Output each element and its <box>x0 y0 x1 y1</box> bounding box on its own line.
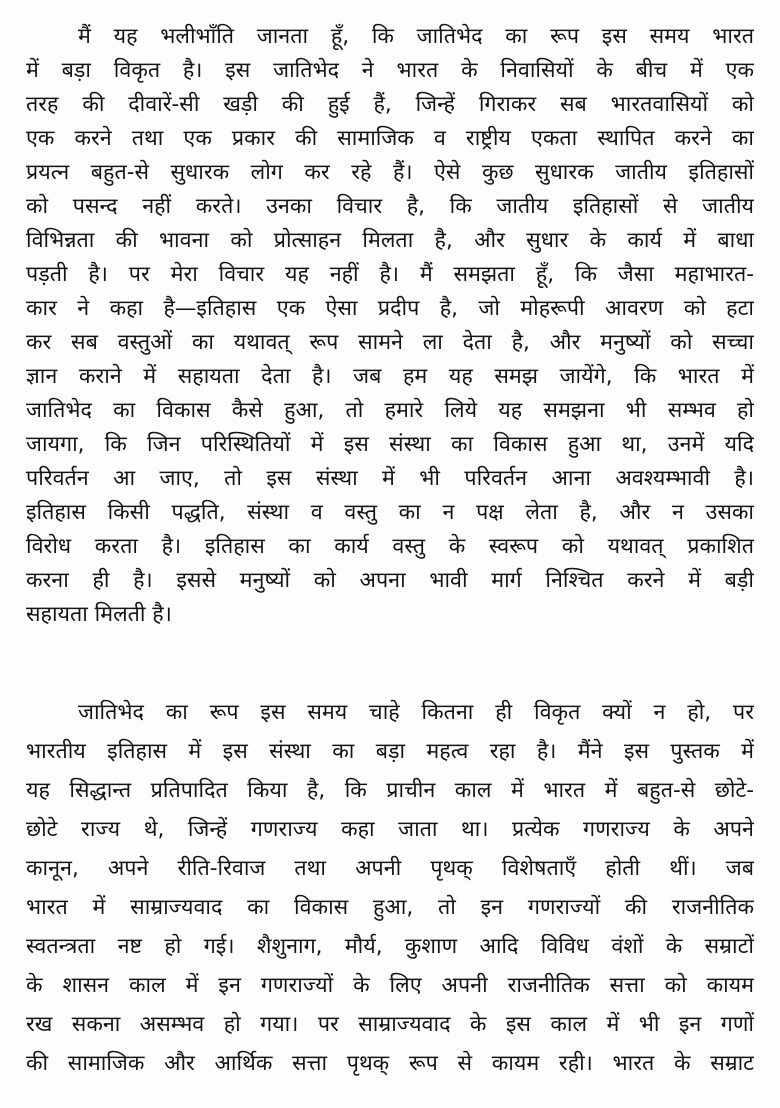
text-line: एक करने तथा एक प्रकार की सामाजिक व राष्ट्रीय एकता स्थापित करने का <box>26 126 754 151</box>
text-line: रख सकना असम्भव हो गया। पर साम्राज्यवाद के इस काल में भी इन गणों <box>26 1012 754 1037</box>
text-line: पड़ती है। पर मेरा विचार यह नहीं है। मैं समझता हूँ, कि जैसा महाभारत- <box>26 262 754 287</box>
text-line: यह सिद्धान्त प्रतिपादित किया है, कि प्राचीन काल में भारत में बहुत-से छोटे- <box>26 778 754 803</box>
text-line: भारतीय इतिहास में इस संस्था का बड़ा महत्व रहा है। मैंने इस पुस्तक में <box>26 739 754 764</box>
text-line: की सामाजिक और आर्थिक सत्ता पृथक् रूप से कायम रही। भारत के सम्राट <box>26 1051 754 1076</box>
text-line: मैं यह भलीभाँति जानता हूँ, कि जातिभेद का रूप इस समय भारत <box>78 24 754 49</box>
text-line: जातिभेद का विकास कैसे हुआ, तो हमारे लिये यह समझना भी सम्भव हो <box>26 398 754 423</box>
text-line: छोटे राज्य थे, जिन्हें गणराज्य कहा जाता था। प्रत्येक गणराज्य के अपने <box>26 817 754 842</box>
text-line: प्रयत्न बहुत-से सुधारक लोग कर रहे हैं। ऐसे कुछ सुधारक जातीय इतिहासों <box>26 160 754 185</box>
text-line: विरोध करता है। इतिहास का कार्य वस्तु के स्वरूप को यथावत् प्रकाशित <box>26 534 754 559</box>
text-line: कर सब वस्तुओं का यथावत् रूप सामने ला देता है, और मनुष्यों को सच्चा <box>26 330 754 355</box>
text-line: कार ने कहा है—इतिहास एक ऐसा प्रदीप है, जो मोहरूपी आवरण को हटा <box>26 296 754 321</box>
text-line: में बड़ा विकृत है। इस जातिभेद ने भारत के निवासियों के बीच में एक <box>26 58 754 83</box>
text-line: जायगा, कि जिन परिस्थितियों में इस संस्था का विकास हुआ था, उनमें यदि <box>26 432 754 457</box>
text-line: ज्ञान कराने में सहायता देता है। जब हम यह समझ जायेंगे, कि भारत में <box>26 364 754 389</box>
text-line: सहायता मिलती है। <box>26 602 172 627</box>
text-line: जातिभेद का रूप इस समय चाहे कितना ही विकृत क्यों न हो, पर <box>78 700 754 725</box>
text-line: तरह की दीवारें-सी खड़ी की हुई हैं, जिन्हें गिराकर सब भारतवासियों को <box>26 92 754 117</box>
text-line: के शासन काल में इन गणराज्यों के लिए अपनी राजनीतिक सत्ता को कायम <box>26 973 754 998</box>
text-line: भारत में साम्राज्यवाद का विकास हुआ, तो इन गणराज्यों की राजनीतिक <box>26 895 754 920</box>
text-line: को पसन्द नहीं करते। उनका विचार है, कि जातीय इतिहासों से जातीय <box>26 194 754 219</box>
text-line: करना ही है। इससे मनुष्यों को अपना भावी मार्ग निश्चित करने में बड़ी <box>26 568 754 593</box>
text-line: इतिहास किसी पद्धति, संस्था व वस्तु का न पक्ष लेता है, और न उसका <box>26 500 754 525</box>
text-line: स्वतन्त्रता नष्ट हो गई। शैशुनाग, मौर्य, कुशाण आदि विविध वंशों के सम्राटों <box>26 934 754 959</box>
text-line: कानून, अपने रीति-रिवाज तथा अपनी पृथक् विशेषताएँ होती थीं। जब <box>26 856 754 881</box>
text-line: परिवर्तन आ जाए, तो इस संस्था में भी परिवर्तन आना अवश्यम्भावी है। <box>26 466 754 491</box>
text-line: विभिन्नता की भावना को प्रोत्साहन मिलता है, और सुधार के कार्य में बाधा <box>26 228 754 253</box>
